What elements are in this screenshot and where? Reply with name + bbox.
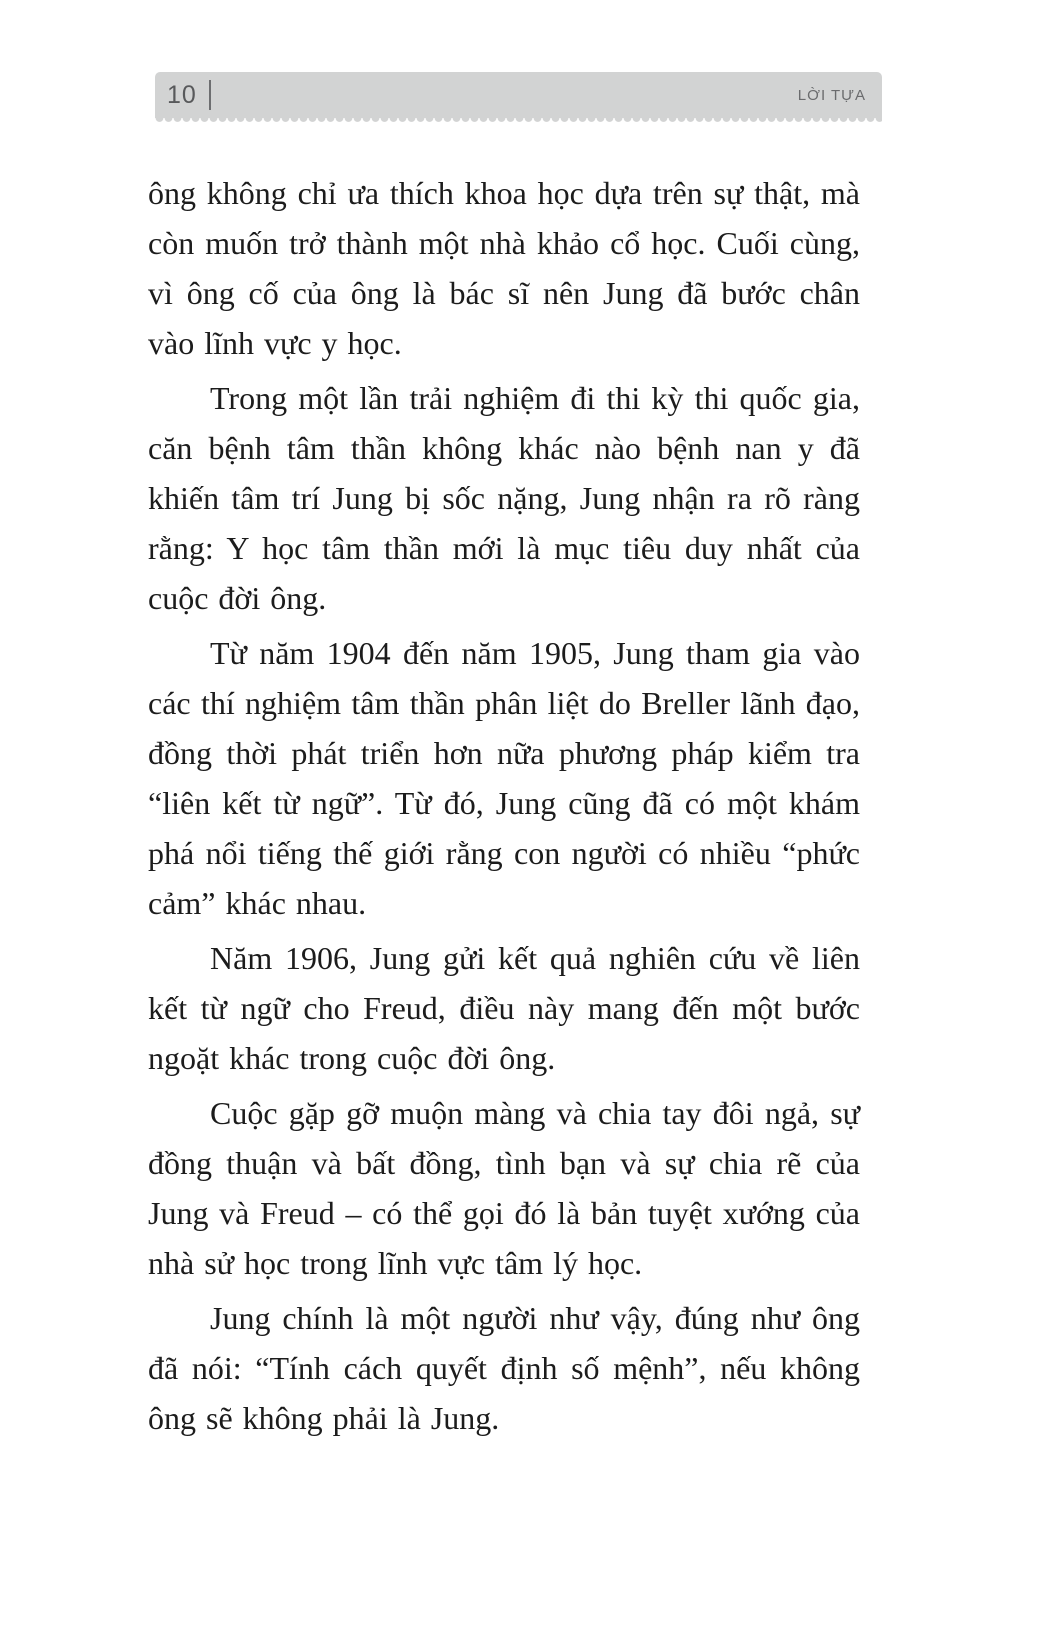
paragraph: ông không chỉ ưa thích khoa học dựa trên sự thật, mà còn muốn trở thành một nhà khảo cổ học. Cuối cùng, vì ông cố của ông là bác sĩ nên Jung đã bước chân vào lĩnh vực y học. xyxy=(148,175,860,361)
paragraph: Từ năm 1904 đến năm 1905, Jung tham gia vào các thí nghiệm tâm thần phân liệt do Breller lãnh đạo, đồng thời phát triển hơn nữa phương pháp kiểm tra “liên kết từ ngữ”. Từ đó, Jung cũng đã có một khám phá nổi tiếng thế giới rằng con người có nhiều “phức cảm” khác nhau. xyxy=(148,635,860,921)
paragraph: Cuộc gặp gỡ muộn màng và chia tay đôi ngả, sự đồng thuận và bất đồng, tình bạn và sự chia rẽ của Jung và Freud – có thể gọi đó là bản tuyệt xướng của nhà sử học trong lĩnh vực tâm lý học. xyxy=(148,1095,860,1281)
page-number-separator xyxy=(209,80,211,110)
page-number: 10 xyxy=(167,80,197,109)
page-body xyxy=(148,168,860,1448)
chapter-title: LỜI TỰA xyxy=(797,86,866,104)
paragraph: Jung chính là một người như vậy, đúng như ông đã nói: “Tính cách quyết định số mệnh”, nếu không ông sẽ không phải là Jung. xyxy=(148,1300,860,1436)
page-header-left xyxy=(167,80,211,110)
paragraph: Năm 1906, Jung gửi kết quả nghiên cứu về liên kết từ ngữ cho Freud, điều này mang đến một bước ngoặt khác trong cuộc đời ông. xyxy=(148,940,860,1076)
page-header xyxy=(155,72,882,118)
paragraph: Trong một lần trải nghiệm đi thi kỳ thi quốc gia, căn bệnh tâm thần không khác nào bệnh nan y đã khiến tâm trí Jung bị sốc nặng, Jung nhận ra rõ ràng rằng: Y học tâm thần mới là mục tiêu duy nhất của cuộc đời ông. xyxy=(148,380,860,616)
